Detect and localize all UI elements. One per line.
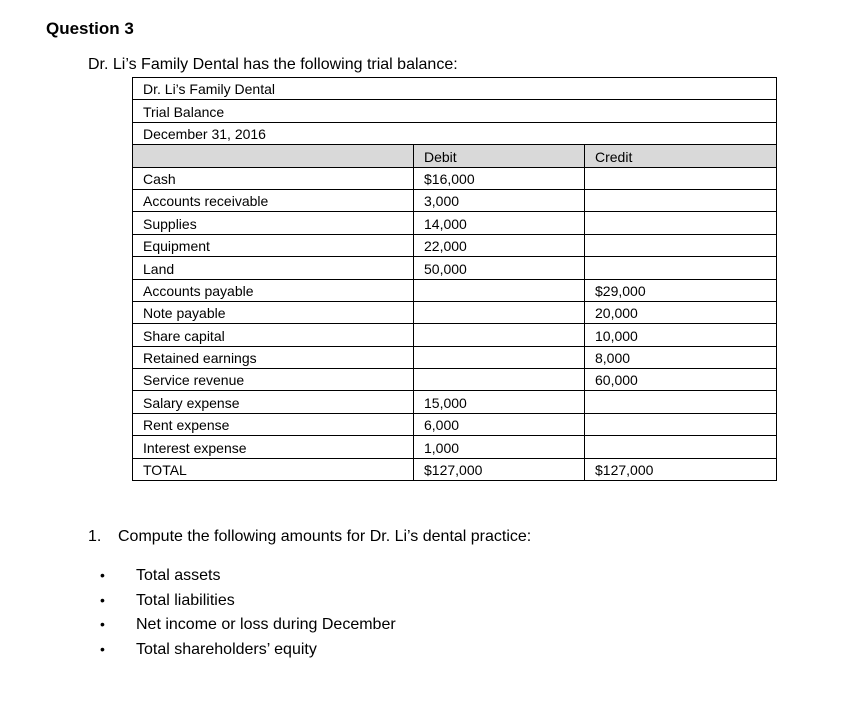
account-cell: Interest expense	[133, 436, 414, 458]
account-cell: Equipment	[133, 234, 414, 256]
debit-cell: 6,000	[414, 413, 585, 435]
question-title: Question 3	[46, 19, 134, 38]
company-name: Dr. Li’s Family Dental	[133, 78, 777, 100]
task-number: 1.	[88, 528, 102, 545]
list-item-text: Net income or loss during December	[136, 616, 396, 634]
debit-cell: 3,000	[414, 189, 585, 211]
debit-cell: 15,000	[414, 391, 585, 413]
credit-cell: 20,000	[585, 301, 777, 323]
list-item-text: Total assets	[136, 567, 221, 584]
list-item	[100, 563, 396, 588]
table-row	[133, 413, 777, 435]
debit-cell: 1,000	[414, 436, 585, 458]
account-cell: Salary expense	[133, 391, 414, 413]
bullet-icon: •	[100, 591, 105, 608]
credit-cell	[585, 257, 777, 279]
table-row	[133, 189, 777, 211]
debit-header: Debit	[414, 145, 585, 167]
account-cell: Supplies	[133, 212, 414, 234]
credit-cell	[585, 212, 777, 234]
list-item-text: Total shareholders’ equity	[136, 640, 317, 658]
bullet-icon: •	[100, 640, 105, 657]
credit-cell	[585, 167, 777, 189]
account-cell: Share capital	[133, 324, 414, 346]
table-title-row	[133, 78, 777, 100]
credit-cell	[585, 413, 777, 435]
debit-cell	[414, 369, 585, 391]
account-cell: TOTAL	[133, 458, 414, 480]
list-item	[100, 612, 396, 637]
trial-balance-table	[132, 77, 777, 481]
intro-text: Dr. Li’s Family Dental has the following trial balance:	[88, 56, 458, 73]
credit-cell: $127,000	[585, 458, 777, 480]
report-date: December 31, 2016	[133, 122, 777, 144]
table-row	[133, 458, 777, 480]
debit-cell: $127,000	[414, 458, 585, 480]
bullet-icon: •	[100, 616, 105, 633]
debit-cell: 50,000	[414, 257, 585, 279]
bullet-icon: •	[100, 567, 105, 583]
debit-cell	[414, 324, 585, 346]
table-title-row	[133, 100, 777, 122]
account-cell: Land	[133, 257, 414, 279]
task-bullet-list	[100, 563, 396, 661]
task-text: Compute the following amounts for Dr. Li’s dental practice:	[118, 528, 532, 545]
table-row	[133, 167, 777, 189]
debit-cell	[414, 346, 585, 368]
credit-cell	[585, 189, 777, 211]
table-row	[133, 369, 777, 391]
table-row	[133, 257, 777, 279]
account-cell: Note payable	[133, 301, 414, 323]
credit-cell	[585, 436, 777, 458]
debit-cell: $16,000	[414, 167, 585, 189]
list-item	[100, 588, 396, 613]
table-title-row	[133, 122, 777, 144]
list-item	[100, 637, 396, 662]
account-header	[133, 145, 414, 167]
account-cell: Retained earnings	[133, 346, 414, 368]
credit-cell	[585, 234, 777, 256]
debit-cell: 14,000	[414, 212, 585, 234]
credit-cell: $29,000	[585, 279, 777, 301]
account-cell: Rent expense	[133, 413, 414, 435]
account-cell: Accounts receivable	[133, 189, 414, 211]
trial-balance-rows	[133, 167, 777, 480]
report-name: Trial Balance	[133, 100, 777, 122]
table-row	[133, 212, 777, 234]
account-cell: Accounts payable	[133, 279, 414, 301]
credit-cell	[585, 391, 777, 413]
credit-cell: 8,000	[585, 346, 777, 368]
list-item-text: Total liabilities	[136, 591, 235, 609]
table-row	[133, 234, 777, 256]
table-row	[133, 436, 777, 458]
task-prompt	[88, 528, 531, 546]
table-row	[133, 279, 777, 301]
account-cell: Cash	[133, 167, 414, 189]
credit-header: Credit	[585, 145, 777, 167]
table-row	[133, 346, 777, 368]
table-row	[133, 324, 777, 346]
debit-cell: 22,000	[414, 234, 585, 256]
column-header-row	[133, 145, 777, 167]
table-row	[133, 391, 777, 413]
account-cell: Service revenue	[133, 369, 414, 391]
table-row	[133, 301, 777, 323]
credit-cell: 10,000	[585, 324, 777, 346]
credit-cell: 60,000	[585, 369, 777, 391]
debit-cell	[414, 279, 585, 301]
debit-cell	[414, 301, 585, 323]
